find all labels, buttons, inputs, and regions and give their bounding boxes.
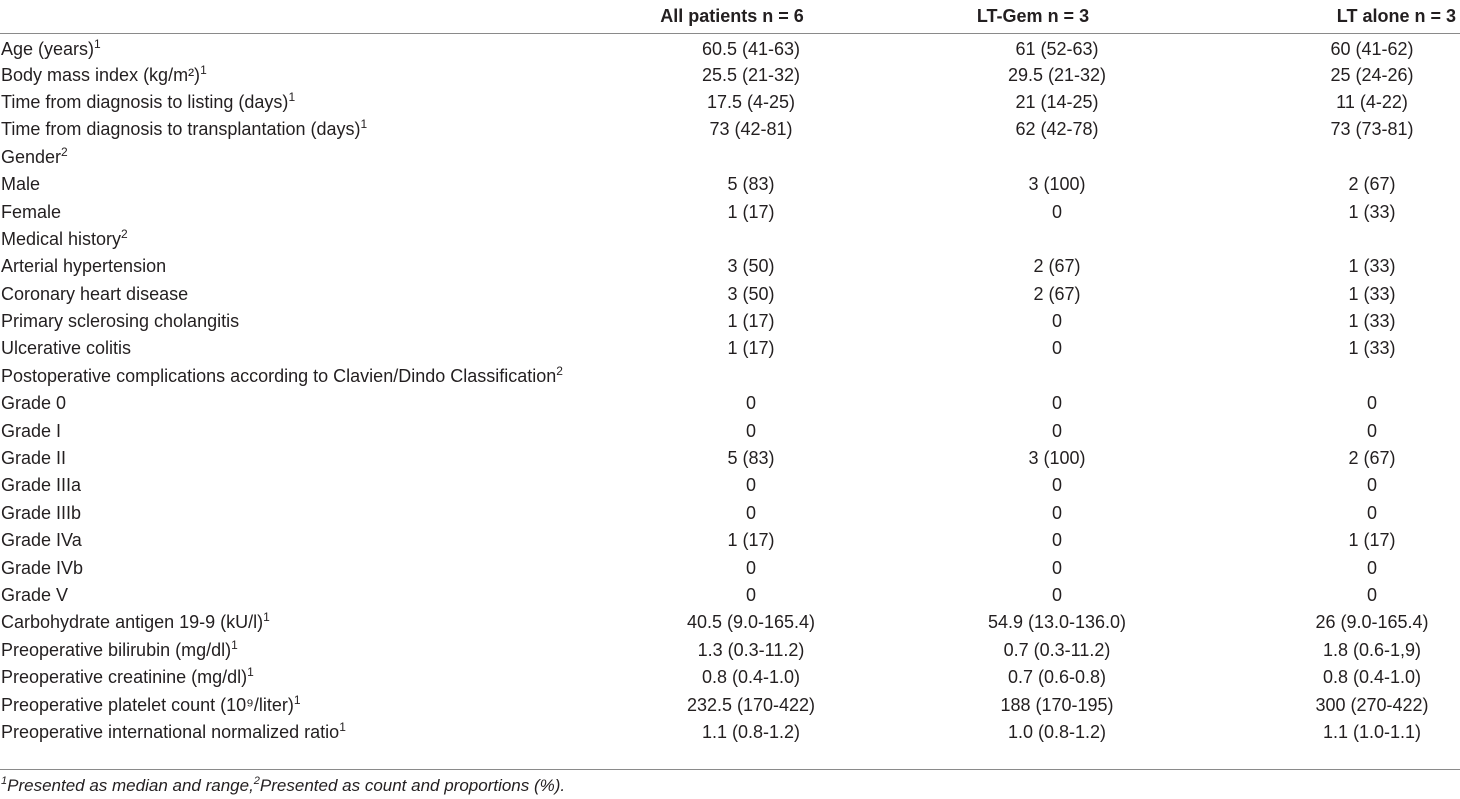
row-label bbox=[0, 170, 610, 197]
cell-lt-alone: 0 bbox=[1366, 475, 1377, 496]
footnote-marker: 2 bbox=[556, 363, 563, 378]
table-row bbox=[0, 390, 1460, 417]
cell-all-patients: 0 bbox=[745, 557, 756, 578]
cell-all-patients: 0 bbox=[745, 585, 756, 605]
cell-lt-gem: 0 bbox=[1051, 201, 1062, 222]
row-label bbox=[0, 61, 610, 88]
table-row bbox=[0, 307, 1460, 334]
table-row bbox=[0, 253, 1460, 280]
footnote-marker: 1 bbox=[360, 117, 368, 132]
row-label-text: Preoperative creatinine (mg/dl) bbox=[1, 667, 248, 688]
cell-all-patients: 0 bbox=[745, 420, 756, 441]
row-label bbox=[0, 527, 610, 554]
row-label-text: Preoperative international normalized ratio bbox=[1, 721, 340, 742]
table-row bbox=[0, 472, 1460, 499]
row-label bbox=[0, 116, 610, 143]
cell-lt-alone: 1 (33) bbox=[1348, 338, 1396, 359]
row-label-text: Grade V bbox=[1, 585, 69, 605]
footnote-marker: 1 bbox=[94, 36, 101, 51]
cell-lt-alone: 1 (33) bbox=[1348, 283, 1396, 304]
header-lt-gem: LT-Gem n = 3 bbox=[854, 0, 1212, 34]
row-label-text: Time from diagnosis to transplantation (days) bbox=[1, 119, 361, 140]
row-label-text: Grade 0 bbox=[1, 393, 67, 414]
row-label bbox=[0, 253, 610, 280]
cell-all-patients: 1 (17) bbox=[727, 530, 775, 551]
cell-all-patients: 0 bbox=[745, 502, 756, 523]
row-label bbox=[0, 691, 610, 718]
cell-lt-gem: 3 (100) bbox=[1028, 174, 1086, 195]
cell-lt-gem: 29.5 (21-32) bbox=[1007, 64, 1107, 85]
cell-lt-gem: 0 bbox=[1051, 557, 1062, 578]
cell-lt-alone: 0 bbox=[1366, 557, 1377, 578]
row-label-text: Age (years) bbox=[1, 38, 95, 59]
cell-all-patients bbox=[610, 225, 854, 252]
header-row bbox=[0, 0, 1460, 34]
row-label bbox=[0, 307, 610, 334]
footnote-marker: 1 bbox=[247, 665, 254, 680]
footnote-marker: 1 bbox=[200, 62, 207, 77]
row-label-text: Primary sclerosing cholangitis bbox=[1, 311, 240, 332]
cell-lt-alone: 2 (67) bbox=[1348, 174, 1396, 195]
row-label bbox=[0, 499, 610, 526]
row-label bbox=[0, 143, 610, 170]
table-row bbox=[0, 116, 1460, 143]
footnote-marker: 1 bbox=[288, 89, 296, 104]
table-row bbox=[0, 198, 1460, 225]
table-row bbox=[0, 609, 1460, 636]
row-label bbox=[0, 581, 610, 608]
cell-all-patients: 5 (83) bbox=[727, 448, 775, 469]
table-body bbox=[0, 34, 1460, 746]
cell-lt-gem bbox=[854, 225, 1212, 252]
cell-all-patients: 1 (17) bbox=[727, 338, 775, 359]
cell-lt-alone: 1 (33) bbox=[1348, 201, 1396, 222]
cell-lt-gem: 54.9 (13.0-136.0) bbox=[987, 612, 1127, 633]
header-all-patients: All patients n = 6 bbox=[610, 0, 854, 34]
cell-all-patients: 1 (17) bbox=[727, 201, 775, 222]
cell-all-patients: 73 (42-81) bbox=[709, 119, 793, 140]
cell-lt-alone: 1.8 (0.6-1,9) bbox=[1322, 639, 1422, 660]
row-label-text: Time from diagnosis to listing (days) bbox=[1, 91, 289, 112]
table-row bbox=[0, 61, 1460, 88]
cell-lt-alone: 1.1 (1.0-1.1) bbox=[1322, 721, 1422, 742]
cell-lt-gem: 188 (170-195) bbox=[1000, 694, 1114, 715]
cell-lt-gem: 0 bbox=[1051, 311, 1062, 332]
cell-lt-gem: 2 (67) bbox=[1033, 283, 1081, 304]
cell-lt-gem bbox=[854, 143, 1212, 170]
row-label-text: Body mass index (kg/m²) bbox=[1, 64, 201, 85]
table-row bbox=[0, 280, 1460, 307]
cell-lt-gem: 0.7 (0.3-11.2) bbox=[1003, 639, 1111, 660]
row-label bbox=[0, 88, 610, 115]
table-row bbox=[0, 143, 1460, 170]
cell-all-patients: 232.5 (170-422) bbox=[686, 694, 816, 715]
table-row bbox=[0, 170, 1460, 197]
cell-lt-alone: 26 (9.0-165.4) bbox=[1315, 612, 1429, 633]
cell-all-patients: 60.5 (41-63) bbox=[701, 38, 801, 59]
table-row bbox=[0, 554, 1460, 581]
row-label bbox=[0, 280, 610, 307]
table-row bbox=[0, 527, 1460, 554]
cell-lt-alone: 11 (4-22) bbox=[1336, 91, 1408, 112]
row-label bbox=[0, 636, 610, 663]
table-footnote bbox=[1, 776, 565, 796]
cell-all-patients bbox=[610, 362, 854, 389]
row-label-text: Grade IIIb bbox=[1, 502, 82, 523]
row-label bbox=[0, 198, 610, 225]
cell-lt-alone: 1 (33) bbox=[1348, 311, 1396, 332]
cell-all-patients: 17.5 (4-25) bbox=[706, 91, 796, 112]
row-label-text: Postoperative complications according to Clavien/Dindo Classification bbox=[1, 365, 557, 386]
cell-lt-alone: 25 (24-26) bbox=[1330, 64, 1414, 85]
table-row bbox=[0, 581, 1460, 608]
row-label bbox=[0, 34, 610, 61]
cell-all-patients: 3 (50) bbox=[727, 283, 775, 304]
table-row bbox=[0, 663, 1460, 690]
cell-lt-alone bbox=[1212, 143, 1460, 170]
cell-lt-gem: 62 (42-78) bbox=[1015, 119, 1099, 140]
table-row bbox=[0, 444, 1460, 471]
footnote-marker: 1 bbox=[263, 610, 270, 625]
row-label bbox=[0, 609, 610, 636]
cell-lt-gem: 0.7 (0.6-0.8) bbox=[1007, 667, 1107, 688]
table-row bbox=[0, 636, 1460, 663]
cell-lt-alone: 2 (67) bbox=[1348, 448, 1396, 469]
row-label-text: Male bbox=[1, 174, 41, 195]
table-row bbox=[0, 225, 1460, 252]
cell-lt-gem: 61 (52-63) bbox=[1015, 38, 1099, 59]
footnote-marker: 2 bbox=[61, 144, 68, 159]
cell-lt-alone: 73 (73-81) bbox=[1330, 119, 1414, 140]
cell-lt-alone: 0 bbox=[1366, 502, 1377, 523]
cell-lt-alone: 300 (270-422) bbox=[1315, 694, 1429, 715]
row-label bbox=[0, 417, 610, 444]
cell-lt-gem: 0 bbox=[1051, 502, 1062, 523]
cell-lt-alone: 1 (33) bbox=[1348, 256, 1396, 277]
cell-lt-alone: 60 (41-62) bbox=[1330, 38, 1414, 59]
cell-all-patients: 40.5 (9.0-165.4) bbox=[686, 612, 816, 633]
header-label-column bbox=[0, 0, 610, 34]
row-label bbox=[0, 335, 610, 362]
row-label-text: Grade II bbox=[1, 448, 67, 469]
table-row bbox=[0, 362, 1460, 389]
row-label-text: Carbohydrate antigen 19-9 (kU/l) bbox=[1, 612, 264, 633]
cell-all-patients: 5 (83) bbox=[727, 174, 775, 195]
cell-all-patients: 1.3 (0.3-11.2) bbox=[697, 639, 805, 660]
row-label bbox=[0, 390, 610, 417]
footnote-marker: 1 bbox=[339, 719, 346, 734]
cell-all-patients: 1.1 (0.8-1.2) bbox=[701, 721, 801, 742]
cell-lt-alone: 0 bbox=[1366, 393, 1377, 414]
table-header bbox=[0, 0, 1460, 34]
table-row bbox=[0, 88, 1460, 115]
footnote-marker-1: 1 bbox=[1, 775, 8, 787]
cell-lt-gem: 1.0 (0.8-1.2) bbox=[1007, 721, 1107, 742]
row-label bbox=[0, 718, 610, 745]
row-label-text: Grade I bbox=[1, 420, 62, 441]
cell-lt-alone: 0 bbox=[1366, 585, 1377, 605]
cell-all-patients: 0.8 (0.4-1.0) bbox=[701, 667, 801, 688]
cell-lt-alone: 0.8 (0.4-1.0) bbox=[1322, 667, 1422, 688]
table-row bbox=[0, 34, 1460, 61]
cell-lt-alone bbox=[1212, 362, 1460, 389]
row-label bbox=[0, 225, 610, 252]
row-label bbox=[0, 554, 610, 581]
cell-lt-gem: 0 bbox=[1051, 530, 1062, 551]
cell-lt-gem: 0 bbox=[1051, 420, 1062, 441]
row-label bbox=[0, 444, 610, 471]
cell-lt-gem: 2 (67) bbox=[1033, 256, 1081, 277]
cell-lt-gem: 0 bbox=[1051, 475, 1062, 496]
row-label-text: Grade IVa bbox=[1, 530, 82, 551]
table-bottom-rule bbox=[0, 769, 1460, 770]
cell-all-patients: 3 (50) bbox=[727, 256, 775, 277]
footnote-text-2: Presented as count and proportions (%). bbox=[259, 776, 566, 795]
cell-all-patients: 25.5 (21-32) bbox=[701, 64, 801, 85]
row-label-text: Medical history bbox=[1, 228, 122, 249]
cell-lt-gem: 0 bbox=[1051, 338, 1062, 359]
cell-all-patients: 1 (17) bbox=[727, 311, 775, 332]
cell-lt-gem: 3 (100) bbox=[1028, 448, 1086, 469]
footnote-text-1: Presented as median and range, bbox=[7, 776, 254, 795]
table-row bbox=[0, 499, 1460, 526]
footnote-marker-2: 2 bbox=[253, 775, 260, 787]
row-label-text: Grade IIIa bbox=[1, 475, 82, 496]
row-label-text: Preoperative bilirubin (mg/dl) bbox=[1, 639, 232, 660]
row-label-text: Coronary heart disease bbox=[1, 283, 189, 304]
table-row bbox=[0, 691, 1460, 718]
header-lt-alone: LT alone n = 3 bbox=[1212, 0, 1460, 34]
cell-lt-gem bbox=[854, 362, 1212, 389]
table-row bbox=[0, 417, 1460, 444]
row-label bbox=[0, 472, 610, 499]
footnote-marker: 1 bbox=[293, 692, 301, 707]
cell-all-patients bbox=[610, 143, 854, 170]
cell-lt-alone bbox=[1212, 225, 1460, 252]
row-label-text: Grade IVb bbox=[1, 557, 84, 578]
cell-lt-gem: 0 bbox=[1051, 393, 1062, 414]
table-row bbox=[0, 335, 1460, 362]
cell-lt-gem: 21 (14-25) bbox=[1015, 91, 1099, 112]
cell-all-patients: 0 bbox=[745, 475, 756, 496]
cell-all-patients: 0 bbox=[745, 393, 756, 414]
row-label-text: Ulcerative colitis bbox=[1, 338, 132, 359]
row-label-text: Preoperative platelet count (10⁹/liter) bbox=[1, 694, 294, 715]
row-label-text: Arterial hypertension bbox=[1, 256, 167, 277]
row-label-text: Gender bbox=[1, 146, 62, 167]
footnote-marker: 1 bbox=[231, 637, 238, 652]
cell-lt-alone: 1 (17) bbox=[1348, 530, 1396, 551]
row-label-text: Female bbox=[1, 201, 62, 222]
row-label bbox=[0, 663, 610, 690]
cell-lt-gem: 0 bbox=[1051, 585, 1062, 605]
cell-lt-alone: 0 bbox=[1366, 420, 1377, 441]
table-row bbox=[0, 718, 1460, 745]
row-label bbox=[0, 362, 610, 389]
footnote-marker: 2 bbox=[121, 226, 128, 241]
